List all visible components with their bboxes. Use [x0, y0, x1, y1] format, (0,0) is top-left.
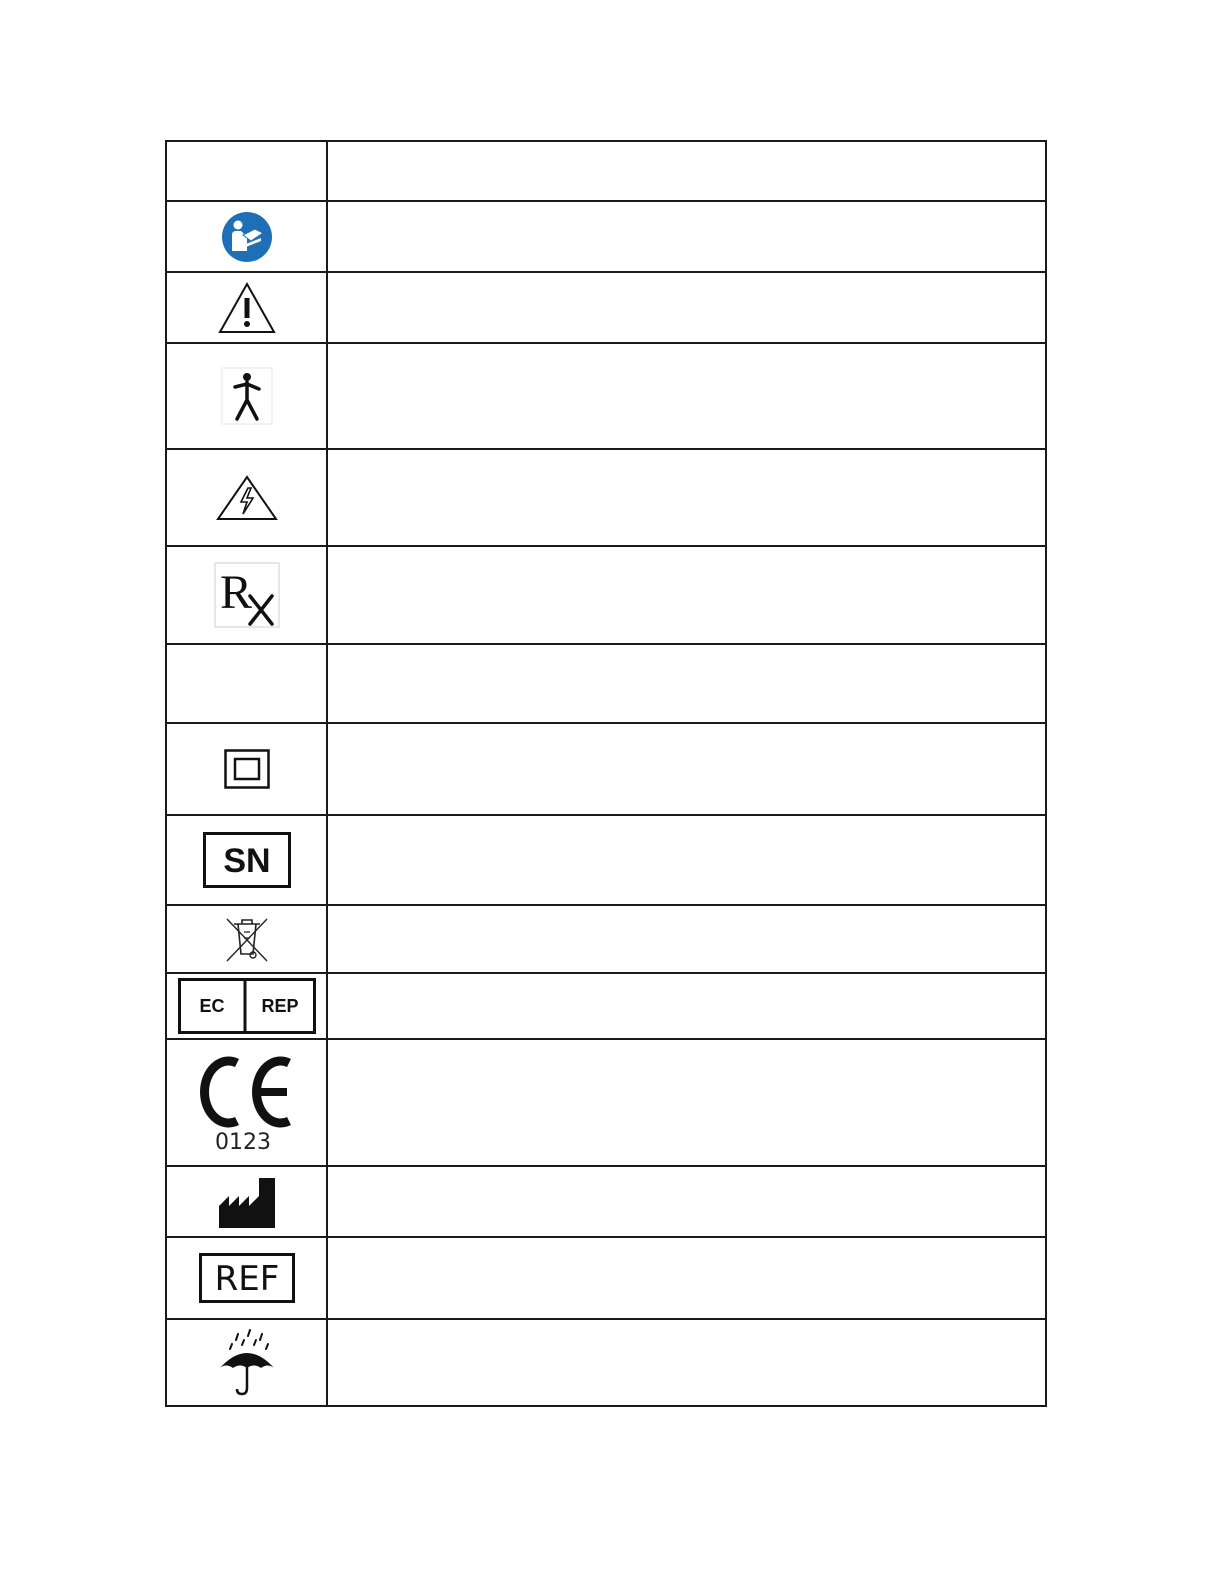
- symbols-table: [165, 140, 1047, 1407]
- svg-text:EC: EC: [198, 996, 225, 1016]
- description-cell: [327, 272, 1046, 343]
- rx-only-icon: [214, 562, 280, 628]
- description-cell: [327, 1039, 1046, 1166]
- symbol-cell: [166, 1237, 327, 1319]
- symbol-cell: [166, 272, 327, 343]
- table-row: [166, 644, 1046, 723]
- manufacturer-icon: [217, 1174, 277, 1230]
- symbol-cell: [166, 905, 327, 973]
- class-ii-double-insulation-icon: [224, 749, 270, 789]
- svg-text:SN: SN: [222, 842, 271, 880]
- table-row: [166, 141, 1046, 201]
- description-cell: [327, 905, 1046, 973]
- table-row: [166, 815, 1046, 905]
- type-bf-applied-part-icon: [221, 367, 273, 425]
- table-row: [166, 1166, 1046, 1237]
- table-row: [166, 973, 1046, 1039]
- serial-number-icon: [203, 832, 291, 888]
- svg-text:REP: REP: [260, 996, 299, 1016]
- table-row: [166, 1237, 1046, 1319]
- symbol-cell: [166, 644, 327, 723]
- table-row: [166, 272, 1046, 343]
- table-row: [166, 1319, 1046, 1406]
- symbol-cell: [166, 815, 327, 905]
- description-cell: [327, 1319, 1046, 1406]
- symbol-cell: [166, 1166, 327, 1237]
- read-manual-icon: [221, 211, 273, 263]
- symbol-cell: [166, 973, 327, 1039]
- description-cell: [327, 973, 1046, 1039]
- symbol-cell: [166, 723, 327, 815]
- table-row: [166, 201, 1046, 272]
- description-cell: [327, 1237, 1046, 1319]
- symbol-cell: [166, 1039, 327, 1166]
- keep-dry-icon: [216, 1328, 278, 1398]
- svg-text:REF: REF: [214, 1259, 279, 1299]
- symbol-cell: [166, 201, 327, 272]
- svg-text:0123: 0123: [214, 1129, 271, 1155]
- symbol-cell: [166, 546, 327, 644]
- table-row: [166, 1039, 1046, 1166]
- description-cell: [327, 201, 1046, 272]
- ec-rep-icon: [178, 978, 316, 1034]
- description-cell: [327, 644, 1046, 723]
- table-row: [166, 449, 1046, 546]
- description-cell: [327, 343, 1046, 449]
- table-row: [166, 343, 1046, 449]
- description-header-cell: [327, 141, 1046, 201]
- weee-crossed-bin-icon: [222, 914, 272, 964]
- symbol-cell: [166, 449, 327, 546]
- symbol-header-cell: [166, 141, 327, 201]
- ce-mark-icon: [197, 1051, 297, 1155]
- description-cell: [327, 723, 1046, 815]
- description-cell: [327, 546, 1046, 644]
- symbol-cell: [166, 1319, 327, 1406]
- ref-catalogue-number-icon: [199, 1253, 295, 1303]
- table-row: [166, 723, 1046, 815]
- table-row: [166, 546, 1046, 644]
- description-cell: [327, 1166, 1046, 1237]
- description-cell: [327, 815, 1046, 905]
- electric-shock-warning-icon: [215, 474, 279, 522]
- description-cell: [327, 449, 1046, 546]
- svg-text:R: R: [219, 566, 252, 619]
- table-row: [166, 905, 1046, 973]
- caution-icon: [217, 281, 277, 335]
- symbol-cell: [166, 343, 327, 449]
